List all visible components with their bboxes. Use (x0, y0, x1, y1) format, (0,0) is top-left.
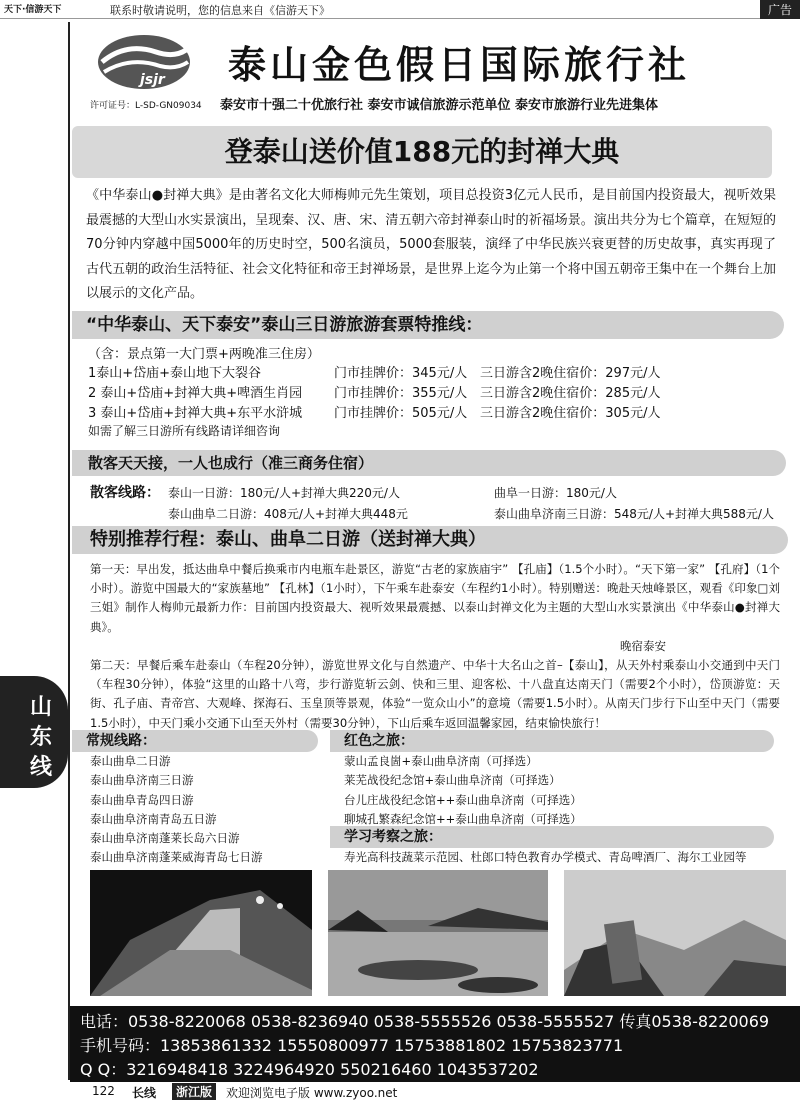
page-footer (0, 1082, 800, 1100)
tours-label: 散客线路： (90, 485, 160, 501)
list-item: 泰山曲阜济南三日游 (90, 773, 194, 788)
agency-header (70, 22, 798, 114)
route-name: 2 泰山+岱庙+封禅大典+啤酒生肖园 (88, 386, 303, 401)
page-number: 122 (92, 1084, 115, 1098)
phone-line: 电话：0538-8220068 0538-8236940 0538-5555526 0538-5555527 传真0538-8220069 (80, 1012, 770, 1031)
magazine-name: 长线 (132, 1086, 157, 1100)
agency-logo-icon (96, 32, 192, 92)
route-list-price: 门市挂牌价：345元/人 (334, 366, 468, 381)
route-package-price: 三日游含2晚住宿价：297元/人 (480, 366, 661, 381)
logo-text: jsjr (140, 72, 165, 88)
itinerary-day-2: 第二天：早餐后乘车赴泰山（车程20分钟），游览世界文化与自然遗产、中华十大名山之首–【泰山】，从天外村乘泰山小交通到中天门（车程30分钟），体验“这里的山路十八弯，步行游览斩云剑、快和三里、迎客松、十八盘直达南天门（需要2个小时），岱顶游览：天街、孔子庙、青帝宫、大观峰、探海石、玉皇顶等景观，体验“一览众山小”的意境（需要1.5小时）。从南天门步行下山至中天门（需要1.5小时），中天门乘小交通下山至天外村（需要30分钟），下山后乘车返回温馨家园，结束愉快旅行！ (90, 658, 780, 730)
day-1-stay: 晚宿泰安 (620, 638, 666, 653)
tour-item: 曲阜一日游：180元/人 (494, 486, 617, 500)
agency-name: 泰山金色假日国际旅行社 (228, 43, 691, 87)
list-item: 蒙山孟良崮+泰山曲阜济南（可择选） (344, 754, 538, 768)
list-item: 台儿庄战役纪念馆++泰山曲阜济南（可择选） (344, 792, 582, 807)
routes-footnote: 如需了解三日游所有线路请详细咨询 (88, 424, 281, 438)
seascape-photo (328, 870, 548, 996)
website-link[interactable]: 欢迎浏览电子版 www.zyoo.net (226, 1086, 398, 1100)
magazine-logo: 天下·信游天下 (4, 5, 62, 15)
route-name: 1泰山+岱庙+泰山地下大裂谷 (88, 366, 262, 381)
package-note: （含：景点第一大门票+两晚准三住房） (88, 347, 320, 362)
tour-item: 泰山一日游：180元/人+封禅大典220元/人 (168, 486, 400, 500)
red-tours-list (344, 752, 582, 829)
promo-title: 登泰山送价值188元的封禅大典 (224, 135, 620, 168)
route-list-price: 门市挂牌价：505元/人 (334, 406, 468, 421)
top-bar (0, 0, 800, 19)
route-package-price: 三日游含2晚住宿价：305元/人 (480, 406, 661, 421)
list-item: 泰山曲阜济南青岛五日游 (90, 811, 217, 826)
license-number: 许可证号：L-SD-GN09034 (90, 101, 202, 111)
route-package-price: 三日游含2晚住宿价：285元/人 (480, 386, 661, 401)
edition-badge: 浙江版 (172, 1083, 216, 1100)
night-show-photo (90, 870, 312, 996)
mountain-stele-photo (564, 870, 786, 996)
study-tours-text: 寿光高科技蔬菜示范园、杜郎口特色教育办学模式、青岛啤酒厂、海尔工业园等 (344, 850, 747, 864)
top-notice: 联系时敬请说明，您的信息来自《信游天下》 (110, 4, 330, 17)
region-side-tab (0, 676, 68, 788)
list-item: 莱芜战役纪念馆+泰山曲阜济南（可择选） (344, 773, 561, 788)
ad-label: 广告 (760, 0, 800, 19)
list-item: 泰山曲阜济南蓬莱威海青岛七日游 (90, 850, 263, 865)
study-tours-title: 学习考察之旅： (330, 826, 774, 848)
section-recommended-title: 特别推荐行程：泰山、曲阜二日游（送封禅大典） (72, 526, 788, 554)
list-item: 泰山曲阜青岛四日游 (90, 792, 194, 807)
itinerary-day-1: 第一天：早出发，抵达曲阜中餐后换乘市内电瓶车赴景区，游览“古老的家族庙宇” 【孔庙】（1.5个小时）。“天下第一家” 【孔府】（1个小时）。游览中国最大的“家族墓地” 【孔林】（1小时），下午乘车赴泰安（车程约1小时）。特别赠送：晚赴天烛峰景区，观看《印象□刘三姐》制作人梅帅元最新力作：目前国内投资最大、视听效果最震撼、以泰山封禅文化为主题的大型山水实景演出《中华泰山●封禅大典》。 (90, 562, 780, 634)
list-item: 泰山曲阜二日游 (90, 754, 171, 768)
side-tab-char: 线 (30, 755, 53, 780)
list-item: 聊城孔繁森纪念馆++泰山曲阜济南（可择选） (344, 811, 582, 826)
route-name: 3 泰山+岱庙+封禅大典+东平水浒城 (88, 406, 303, 421)
agency-honors: 泰安市十强二十优旅行社 泰安市诚信旅游示范单位 泰安市旅游行业先进集体 (220, 98, 659, 113)
regular-routes-list (90, 752, 263, 868)
itinerary (90, 560, 780, 733)
section-three-day-title: “中华泰山、天下泰安”泰山三日游旅游套票特推线： (72, 311, 784, 339)
side-tab-char: 山 (30, 695, 53, 720)
tour-item: 泰山曲阜二日游：408元/人+封禅大典448元 (168, 507, 408, 521)
list-item: 泰山曲阜济南蓬莱长岛六日游 (90, 831, 240, 846)
section-daily-tours-title: 散客天天接，一人也成行（准三商务住宿） (72, 450, 786, 476)
tour-item: 泰山曲阜济南三日游：548元/人+封禅大典588元/人 (494, 507, 774, 521)
regular-routes-title: 常规线路： (72, 730, 318, 752)
mobile-line: 手机号码：13853861332 15550800977 15753881802 15753823771 (80, 1036, 624, 1055)
side-tab-char: 东 (30, 725, 53, 750)
contact-block (70, 1006, 800, 1082)
route-list-price: 门市挂牌价：355元/人 (334, 386, 468, 401)
intro-paragraph: 《中华泰山●封禅大典》是由著名文化大师梅帅元先生策划，项目总投资3亿元人民币，是目前国内投资最大，视听效果最震撼的大型山水实景演出，呈现秦、汉、唐、宋、清五朝六帝封禅泰山时的祈福场景。演出共分为七个篇章，在短短的70分钟内穿越中国5000年的历史时空，500名演员，5000套服装，演绎了中华民族兴衰更替的历史故事，真实再现了古代五朝的政治生活特征、社会文化特征和帝王封禅场景，是世界上迄今为止第一个将中国五朝帝王集中在一个舞台上加以展示的文化产品。 (86, 188, 776, 301)
red-tours-title: 红色之旅： (330, 730, 774, 752)
promo-banner (72, 126, 772, 178)
qq-line: Q Q：3216948418 3224964920 550216460 1043537202 (80, 1060, 539, 1079)
